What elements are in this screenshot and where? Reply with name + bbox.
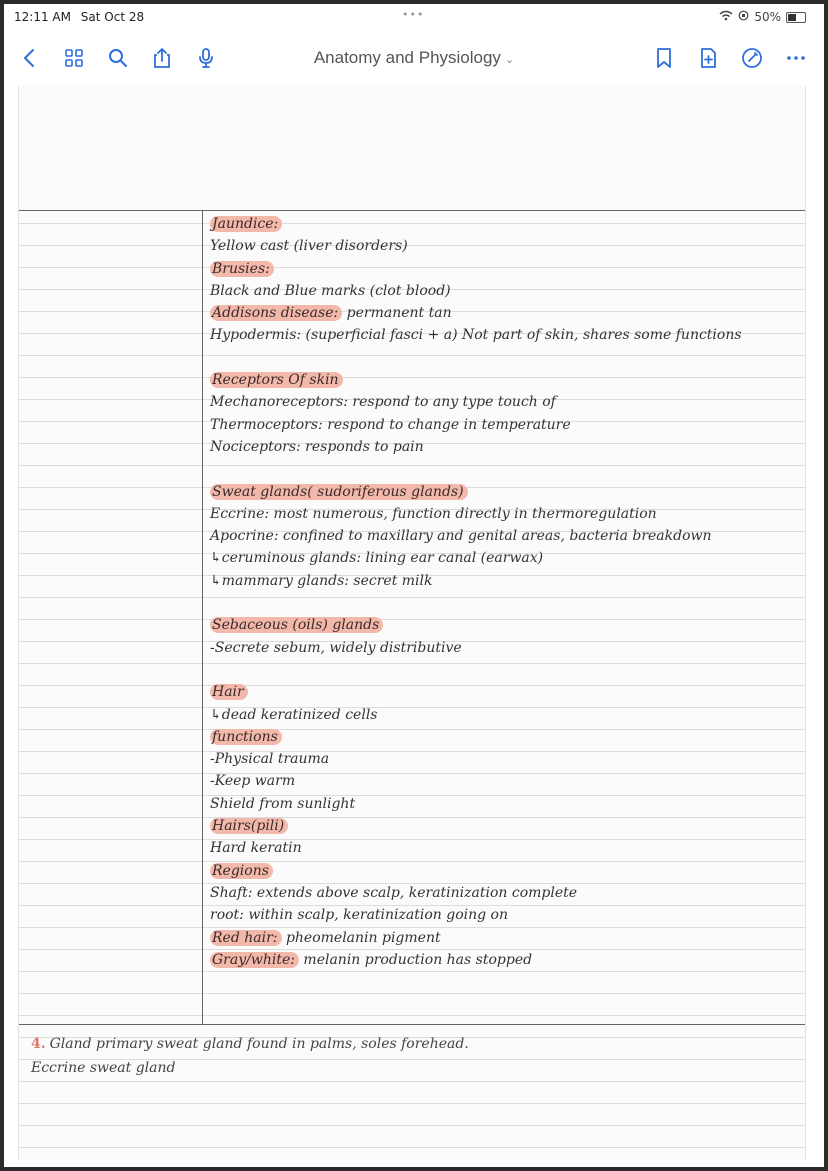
bookmark-icon[interactable] (652, 46, 676, 70)
note-text: ↳mammary glands: secret milk (210, 572, 433, 589)
highlighted-heading: Gray/white: (210, 952, 299, 968)
pen-icon[interactable] (740, 46, 764, 70)
highlighted-heading: Receptors Of skin (210, 372, 343, 388)
note-line (210, 815, 800, 837)
note-line (210, 235, 800, 257)
note-text: Apocrine: confined to maxillary and genital areas, bacteria breakdown (210, 528, 712, 545)
note-line (210, 659, 800, 681)
note-line (210, 547, 800, 569)
highlighted-heading: Regions (210, 863, 273, 879)
note-line (210, 904, 800, 926)
wifi-icon (719, 10, 733, 24)
note-text: ↳dead keratinized cells (210, 706, 378, 723)
summary-text-1: Gland primary sweat gland found in palms, soles forehead. (49, 1036, 469, 1052)
note-line (210, 770, 800, 792)
notes-app-window (4, 4, 824, 1167)
note-text: Thermoceptors: respond to change in temperature (210, 416, 571, 433)
highlighted-heading: Hair (210, 684, 248, 700)
cornell-cue-divider (202, 210, 203, 1024)
battery-percent: 50% (754, 10, 781, 24)
note-line (210, 681, 800, 703)
note-line (210, 614, 800, 636)
highlighted-heading: Jaundice: (210, 216, 282, 232)
note-line (210, 369, 800, 391)
note-line (210, 414, 800, 436)
add-page-icon[interactable] (696, 46, 720, 70)
highlighted-heading: Sebaceous (oils) glands (210, 617, 383, 633)
summary-line-2: Eccrine sweat gland (31, 1060, 176, 1076)
note-text: melanin production has stopped (298, 951, 533, 968)
note-text: Hypodermis: (superficial fasci + a) Not part of skin, shares some functions (210, 327, 742, 344)
note-text: -Physical trauma (210, 751, 330, 768)
note-line (210, 324, 800, 346)
note-text: Eccrine: most numerous, function directly in thermoregulation (210, 505, 657, 522)
document-title-text: Anatomy and Physiology (313, 48, 501, 67)
note-text: Shield from sunlight (210, 795, 356, 812)
note-text: pheomelanin pigment (281, 929, 441, 946)
highlighted-heading: Addisons disease: (210, 305, 342, 321)
note-line (210, 748, 800, 770)
note-text: -Keep warm (210, 773, 296, 790)
orientation-lock-icon (738, 10, 749, 24)
note-line (210, 258, 800, 280)
note-line (210, 860, 800, 882)
note-line (210, 726, 800, 748)
note-line (210, 436, 800, 458)
note-text: Black and Blue marks (clot blood) (210, 282, 451, 299)
note-line (210, 793, 800, 815)
battery-icon (786, 12, 806, 23)
note-text: Hard keratin (210, 840, 302, 857)
note-text: -Secrete sebum, widely distributive (210, 639, 462, 656)
cornell-summary-divider (19, 1024, 805, 1025)
note-line (210, 637, 800, 659)
page-header-area (19, 86, 805, 208)
note-text: permanent tan (342, 305, 452, 322)
note-line (210, 302, 800, 324)
note-text: ↳ceruminous glands: lining ear canal (earwax) (210, 550, 544, 567)
note-line (210, 704, 800, 726)
summary-line-1 (31, 1032, 791, 1056)
multitask-dots-icon[interactable]: ••• (402, 8, 425, 21)
note-line (210, 837, 800, 859)
highlighted-heading: Brusies: (210, 261, 274, 277)
toolbar (4, 32, 824, 82)
note-line (210, 280, 800, 302)
note-text: Mechanoreceptors: respond to any type touch of (210, 394, 556, 411)
note-line (210, 927, 800, 949)
highlighted-heading: Red hair: (210, 930, 282, 946)
status-indicators (719, 10, 806, 24)
cornell-top-divider (19, 210, 805, 211)
chevron-down-icon: ⌄ (504, 54, 515, 66)
status-bar (4, 4, 824, 30)
note-line (210, 391, 800, 413)
note-line (210, 481, 800, 503)
note-text: root: within scalp, keratinization going on (210, 907, 508, 924)
notebook-page[interactable] (18, 86, 806, 1160)
status-clock: 12:11 AM (14, 10, 71, 24)
summary-marker: 4. (31, 1036, 46, 1052)
highlighted-heading: Sweat glands( sudoriferous glands) (210, 484, 468, 500)
note-line (210, 525, 800, 547)
note-line (210, 503, 800, 525)
summary-section[interactable] (31, 1032, 791, 1080)
note-text: Nociceptors: responds to pain (210, 438, 424, 455)
note-line (210, 949, 800, 971)
status-time (14, 10, 144, 24)
note-text: Yellow cast (liver disorders) (210, 238, 408, 255)
note-line (210, 458, 800, 480)
note-line (210, 347, 800, 369)
more-icon[interactable] (784, 46, 808, 70)
highlighted-heading: functions (210, 729, 282, 745)
note-line (210, 592, 800, 614)
highlighted-heading: Hairs(pili) (210, 818, 288, 834)
note-line (210, 882, 800, 904)
status-date: Sat Oct 28 (80, 10, 145, 24)
note-line (210, 570, 800, 592)
note-text: Shaft: extends above scalp, keratinization complete (210, 884, 578, 901)
note-line (210, 213, 800, 235)
notes-column[interactable] (210, 213, 800, 971)
